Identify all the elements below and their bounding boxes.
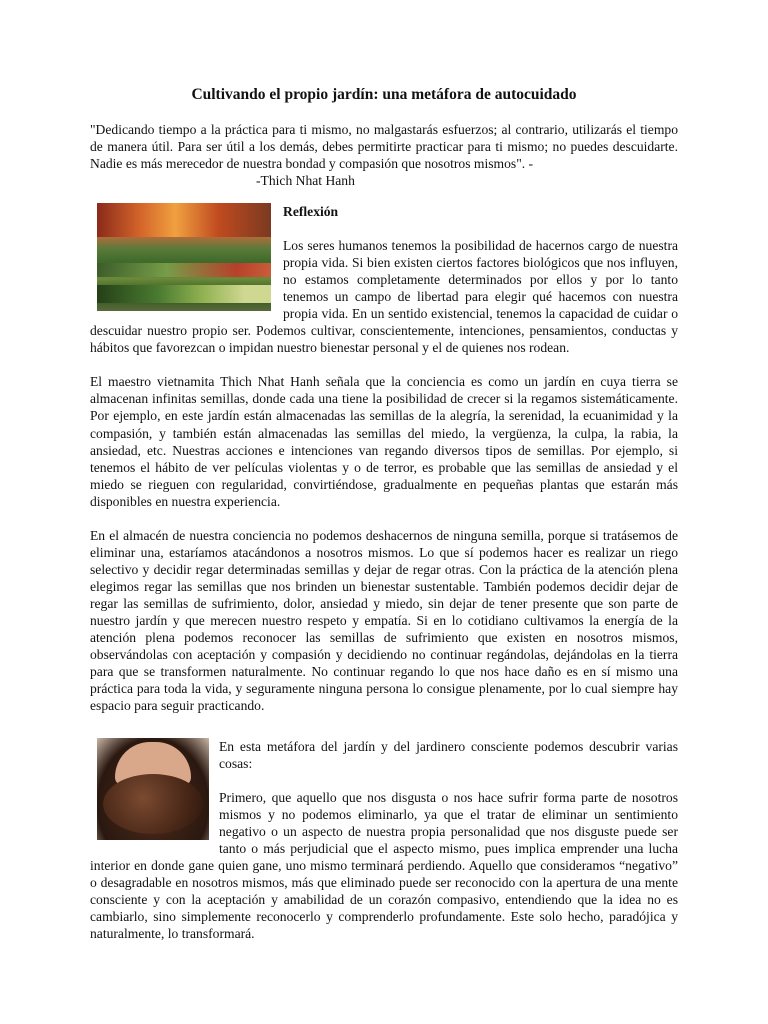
paragraph-1: Los seres humanos tenemos la posibilidad de hacernos cargo de nuestra propia vida. Si bien existen ciertos factores biológicos que nos influyen, no estamos completamente determinados por ellos y por lo tanto tenemos un campo de libertad para elegir qué hacemos con nuestra propia vida. En un sentido existencial, tenemos la capacidad de cuidar o descuidar nuestro propio ser. Podemos cultivar, conscientemente, intenciones, pensamientos, conductas y hábitos que favorezcan o impidan nuestro bienestar personal y el de quienes nos rodean. — [90, 238, 678, 356]
soil-hands-photo — [97, 738, 209, 840]
epigraph-quote: "Dedicando tiempo a la práctica para ti mismo, no malgastarás esfuerzos; al contrario, utilizarás el tiempo de manera útil. Para ser útil a los demás, debes permitirte practicar para ti mismo; no puedes descuidarte. Nadie es más merecedor de nuestra bondad y compasión que nosotros mismos". - — [90, 122, 678, 171]
paragraph-5: Primero, que aquello que nos disgusta o nos hace sufrir forma parte de nosotros mismos y no podemos eliminarlo, ya que el tratar de eliminar un sentimiento negativo o un aspecto de nuestra propia personalidad que nos disguste puede ser tanto o más perjudicial que el aspecto mismo, pues implica emprender una lucha interior en donde gane quien gane, uno mismo terminará perdiendo. Aquello que consideramos “negativo” o desagradable en nosotros mismos, más que eliminado puede ser reconocido con la apertura de una mente consciente y con la aceptación y amabilidad de un corazón compasivo, entendiendo que la idea no es cambiarlo, sino simplemente reconocerlo y comprenderlo profundamente. Este solo hecho, paradójica y naturalmente, lo transformará. — [90, 790, 678, 942]
paragraph-3: En el almacén de nuestra conciencia no podemos deshacernos de ninguna semilla, porque si tratásemos de eliminar una, estaríamos atacándonos a nosotros mismos. Lo que sí podemos hacer es realizar un riego selectivo y decidir regar determinadas semillas y dejar de regar otras. Con la práctica de la atención plena elegimos regar las semillas que nos brinden un bienestar sustentable. También podemos decidir dejar de regar las semillas de sufrimiento, dolor, ansiedad y miedo, sin dejar de tener presente que son parte de nuestro jardín y que merecen nuestro respeto y empatía. Si en lo cotidiano cultivamos la energía de la atención plena podemos reconocer las semillas de sufrimiento que existen en nosotros mismos, observándolas con aceptación y compasión y decidiendo no continuar regándolas, dejándolas en la tierra para que se transformen naturalmente. No continuar regando lo que nos hace daño es en sí mismo una práctica para toda la vida, y seguramente ninguna persona lo consigue plenamente, por lo cual siempre hay espacio para seguir practicando. — [90, 527, 678, 714]
metaphor-section — [90, 738, 678, 960]
paragraph-2: El maestro vietnamita Thich Nhat Hanh señala que la conciencia es como un jardín en cuya tierra se almacenan infinitas semillas, donde cada una tiene la posibilidad de crecer si la regamos sistemáticamente. Por ejemplo, en este jardín están almacenadas las semillas de la alegría, la serenidad, la ecuanimidad y la compasión, y también están almacenadas las semillas del miedo, la vergüenza, la culpa, la rabia, la ansiedad, etc. Nuestras acciones e intenciones van regando diversos tipos de semillas. Por ejemplo, si tenemos el hábito de ver películas violentas y o de terror, es probable que las semillas de ansiedad y el miedo se rieguen con regularidad, convirtiéndose, gradualmente en pequeñas plantas que estarán más disponibles en nuestra experiencia. — [90, 374, 678, 509]
section-heading: Reflexión — [283, 204, 339, 219]
garden-photo — [97, 203, 271, 311]
epigraph-author: -Thich Nhat Hanh — [256, 173, 355, 188]
reflection-section — [90, 203, 678, 731]
paragraph-4: En esta metáfora del jardín y del jardinero consciente podemos descubrir varias cosas: — [219, 739, 678, 772]
document-title: Cultivando el propio jardín: una metáfora de autocuidado — [191, 86, 577, 103]
